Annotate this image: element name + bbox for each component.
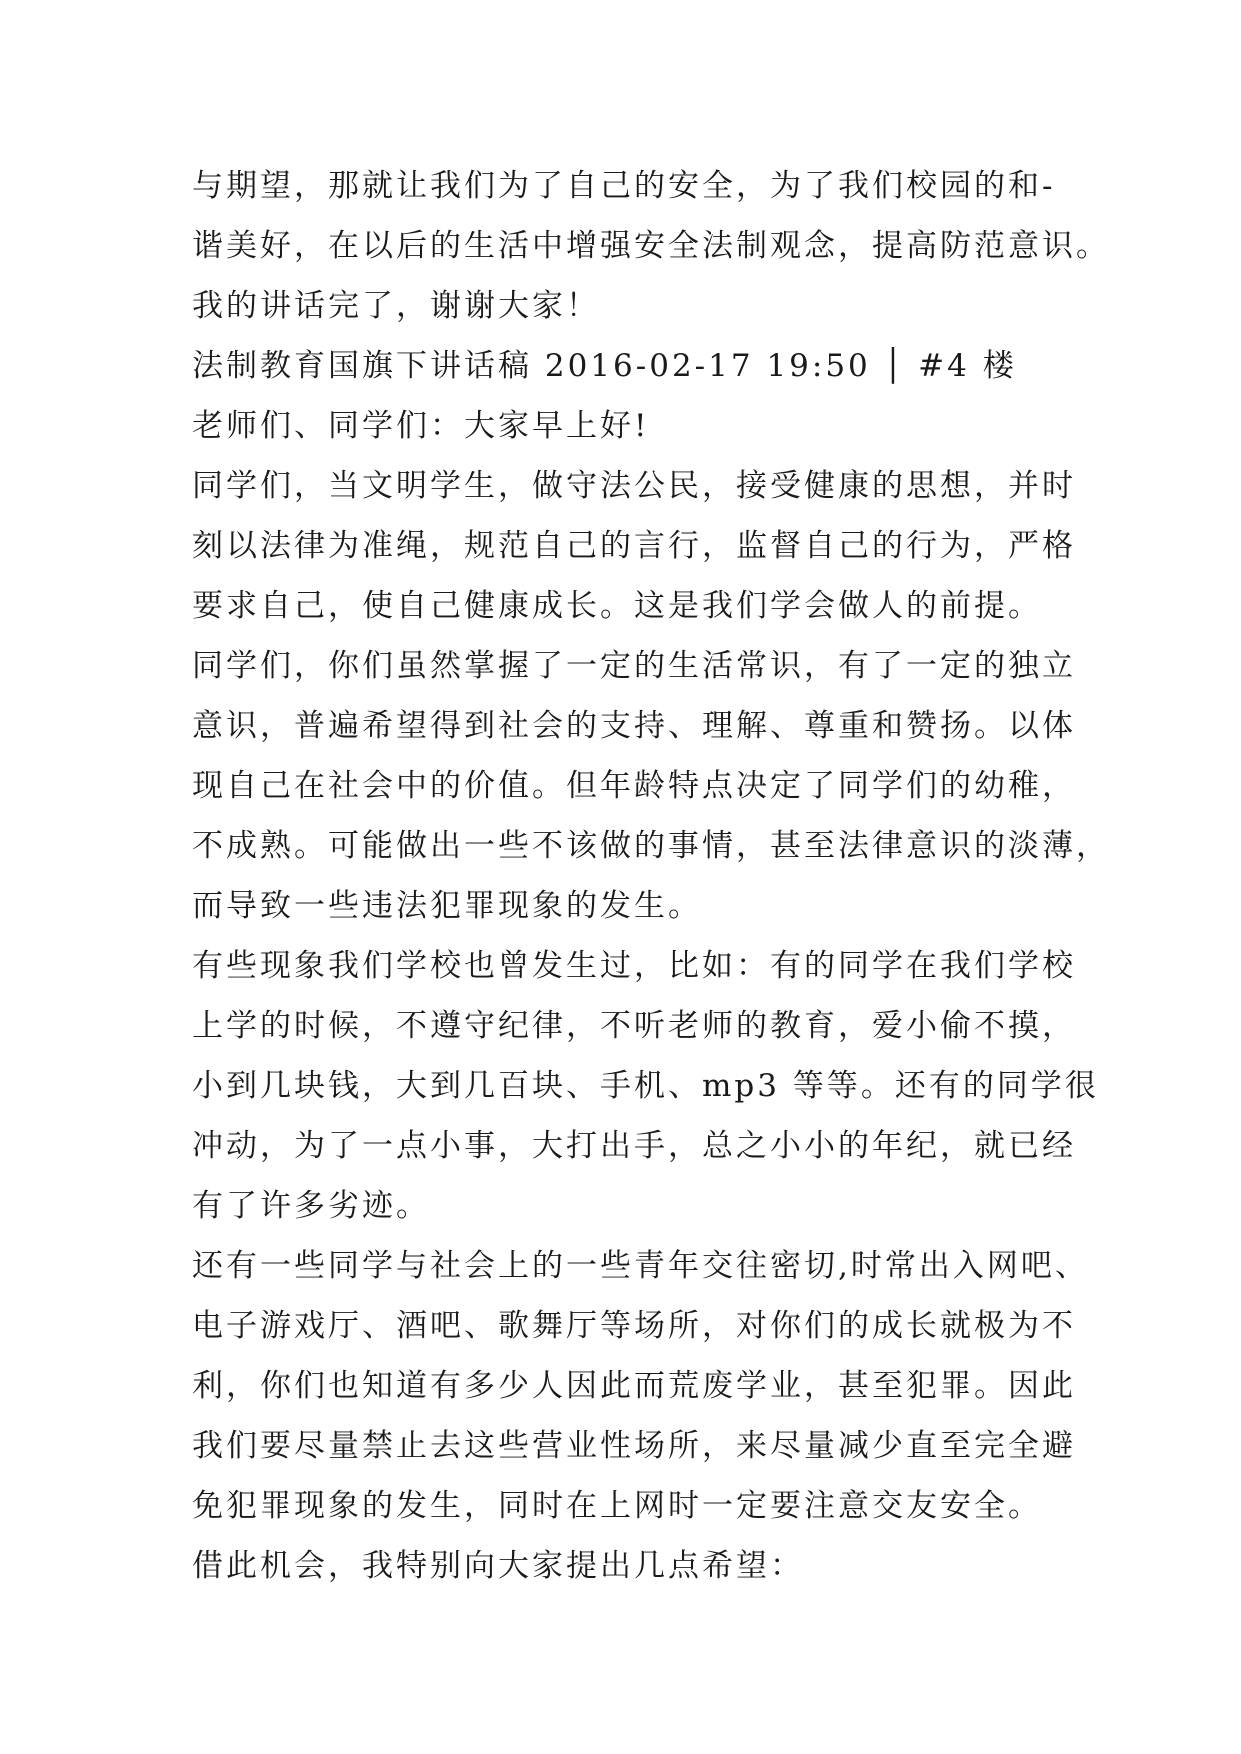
text-line: 我们要尽量禁止去这些营业性场所，来尽量减少直至完全避 (192, 1428, 1076, 1464)
text-line: 有些现象我们学校也曾发生过，比如：有的同学在我们学校 (192, 948, 1076, 984)
text-line: 而导致一些违法犯罪现象的发生。 (192, 888, 702, 924)
text-line: 利，你们也知道有多少人因此而荒废学业，甚至犯罪。因此 (192, 1368, 1076, 1404)
text-line: 现自己在社会中的价值。但年龄特点决定了同学们的幼稚， (192, 768, 1076, 804)
text-line: 刻以法律为准绳，规范自己的言行，监督自己的行为，严格 (192, 528, 1076, 564)
text-line: 我的讲话完了，谢谢大家！ (192, 288, 600, 324)
body-text (192, 162, 1110, 1602)
text-line: 上学的时候，不遵守纪律，不听老师的教育，爱小偷不摸， (192, 1008, 1076, 1044)
text-line: 同学们，当文明学生，做守法公民，接受健康的思想，并时 (192, 468, 1076, 504)
text-line: 还有一些同学与社会上的一些青年交往密切,时常出入网吧、 (192, 1248, 1089, 1284)
text-line: 电子游戏厅、酒吧、歌舞厅等场所，对你们的成长就极为不 (192, 1308, 1076, 1344)
text-line: 意识，普遍希望得到社会的支持、理解、尊重和赞扬。以体 (192, 708, 1076, 744)
text-line: 借此机会，我特别向大家提出几点希望： (192, 1548, 804, 1584)
text-line: 不成熟。可能做出一些不该做的事情，甚至法律意识的淡薄， (192, 828, 1110, 864)
greeting-line: 老师们、同学们：大家早上好! (192, 408, 650, 444)
text-line: 冲动，为了一点小事，大打出手，总之小小的年纪，就已经 (192, 1128, 1076, 1164)
text-line: 免犯罪现象的发生，同时在上网时一定要注意交友安全。 (192, 1488, 1042, 1524)
text-line: 谐美好，在以后的生活中增强安全法制观念，提高防范意识。 (192, 228, 1110, 264)
text-line: 同学们，你们虽然掌握了一定的生活常识，有了一定的独立 (192, 648, 1076, 684)
text-line: 有了许多劣迹。 (192, 1188, 430, 1224)
text-line: 小到几块钱，大到几百块、手机、mp3 等等。还有的同学很 (192, 1068, 1099, 1104)
section-heading: 法制教育国旗下讲话稿 2016-02-17 19:50 │ #4 楼 (192, 348, 1017, 384)
text-line: 要求自己，使自己健康成长。这是我们学会做人的前提。 (192, 588, 1042, 624)
text-line: 与期望，那就让我们为了自己的安全，为了我们校园的和- (192, 168, 1056, 204)
